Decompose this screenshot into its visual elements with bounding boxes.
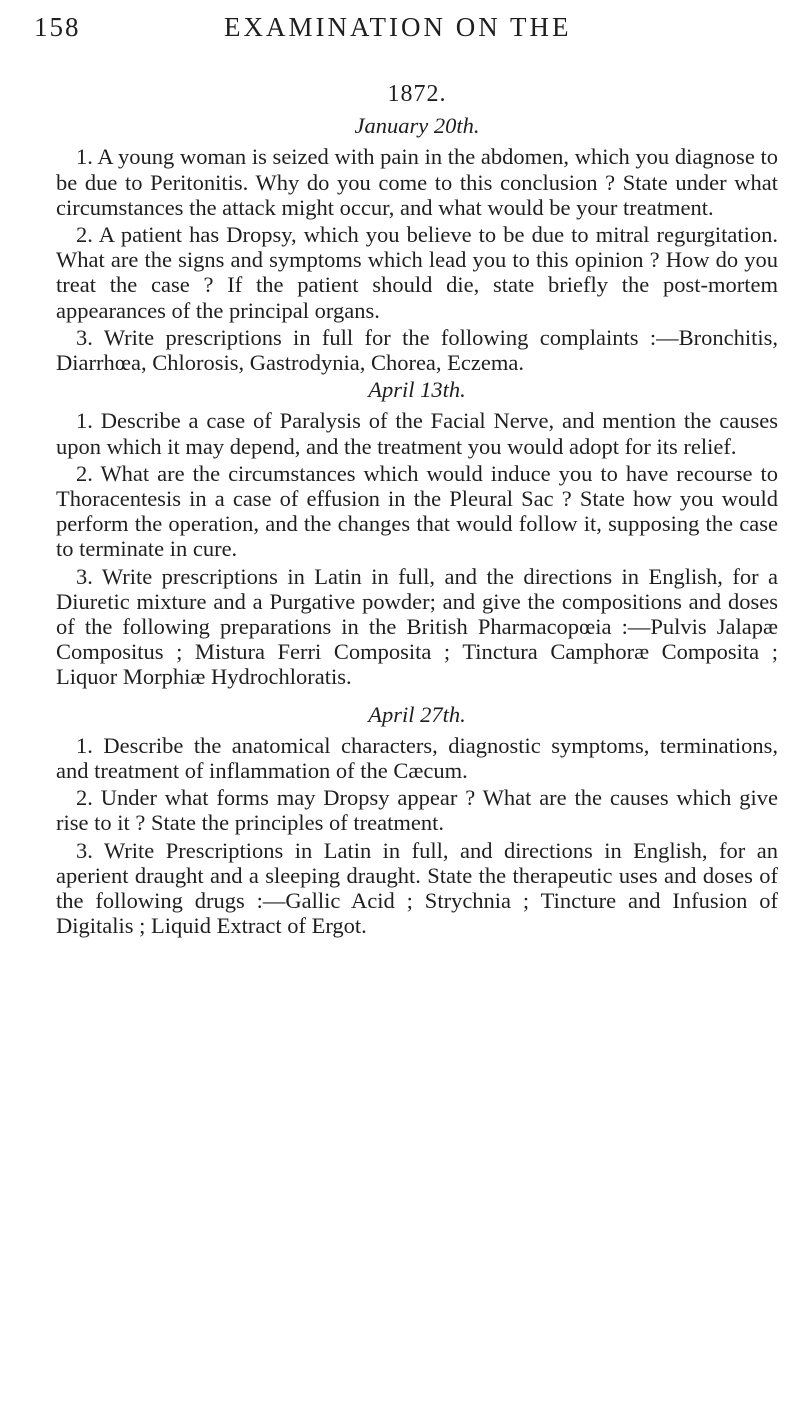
question: 2. Under what forms may Dropsy appear ? What are the causes which give rise to it ? State the principles of treatment. bbox=[56, 785, 778, 836]
page-number: 158 bbox=[34, 12, 81, 42]
question: 3. Write prescriptions in Latin in full, and the directions in English, for a Diuretic mixture and a Purgative powder; and give the compositions and doses of the following preparations in the British Pharmacopœia :—Pulvis Jalapæ Compositus ; Mistura Ferri Composita ; Tinctura Camphoræ Composita ; Liquor Morphiæ Hydrochloratis. bbox=[56, 563, 778, 690]
question: 3. Write prescriptions in full for the following complaints :—Bronchitis, Diarrhœa, Chlorosis, Gastrodynia, Chorea, Eczema. bbox=[56, 324, 778, 376]
section-date: April 27th. bbox=[368, 701, 466, 727]
question: 1. Describe a case of Paralysis of the Facial Nerve, and mention the causes upon which it may depend, and the treatment you would adopt for its relief. bbox=[56, 408, 778, 459]
running-head bbox=[34, 6, 766, 46]
exam-year: 1872. bbox=[387, 81, 447, 107]
question: 3. Write Prescriptions in Latin in full, and directions in English, for an aperient draught and a sleeping draught. State the therapeutic uses and doses of the following drugs :—Gallic Acid ; Strychnia ; Tincture and Infusion of Digitalis ; Liquid Extract of Ergot. bbox=[56, 837, 778, 939]
section-date: January 20th. bbox=[354, 113, 480, 139]
question: 1. Describe the anatomical characters, diagnostic symptoms, terminations, and treatment of inflammation of the Cæcum. bbox=[56, 732, 778, 784]
section-date: April 13th. bbox=[368, 377, 466, 403]
running-head-title: EXAMINATION ON THE bbox=[224, 12, 572, 42]
exam-questions bbox=[56, 82, 778, 941]
question: 2. A patient has Dropsy, which you believe to be due to mitral regurgitation. What are the signs and symptoms which lead you to this opinion ? How do you treat the case ? If the patient should die, state briefly the post-mortem appearances of the principal organs. bbox=[56, 222, 778, 323]
question: 1. A young woman is seized with pain in the abdomen, which you diagnose to be due to Peritonitis. Why do you come to this conclusion ? State under what circumstances the attack might occur, and what would be your treatment. bbox=[56, 144, 778, 220]
question: 2. What are the circumstances which would induce you to have recourse to Thoracentesis in a case of effusion in the Pleural Sac ? State how you would perform the operation, and the changes that would follow it, supposing the case to terminate in cure. bbox=[56, 460, 778, 562]
